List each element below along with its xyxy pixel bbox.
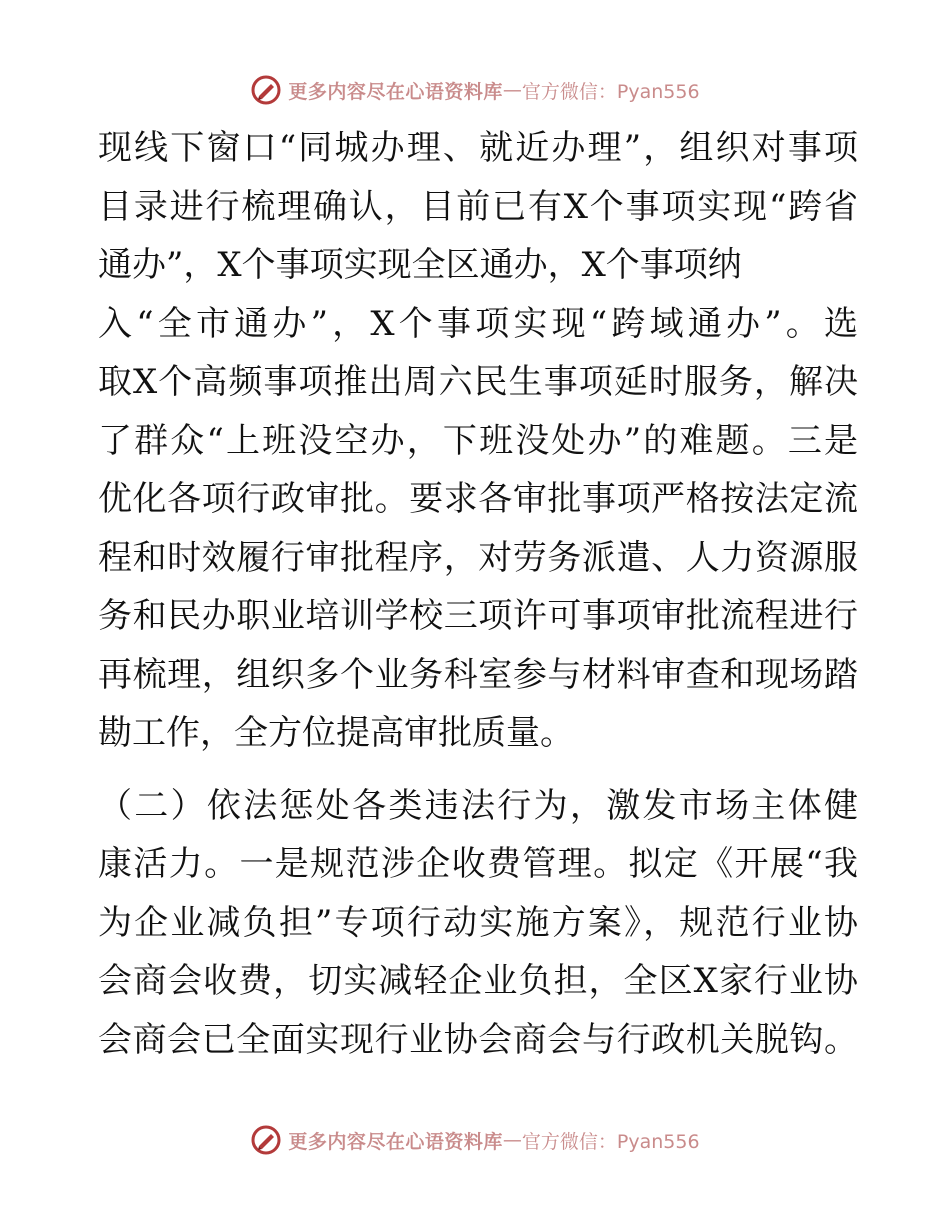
- pen-logo-icon: [250, 1124, 282, 1156]
- watermark-separator: —: [502, 1129, 522, 1151]
- document-body: [98, 126, 858, 1076]
- text-line: 会商会收费，切实减轻企业负担，全区X家行业协: [98, 961, 858, 1001]
- footer-watermark: [0, 1120, 950, 1160]
- paragraph-2: [98, 784, 858, 1062]
- watermark-separator: —: [502, 79, 522, 101]
- text-line: 为企业减负担”专项行动实施方案》，规范行业协: [98, 902, 858, 943]
- paragraph-gap: [98, 770, 858, 784]
- text-line: 优化各项行政审批。要求各审批事项严格按法定流: [98, 479, 858, 519]
- text-line: 勘工作，全方位提高审批质量。: [98, 713, 574, 753]
- text-line: （二）依法惩处各类违法行为，激发市场主体健: [98, 785, 858, 826]
- text-line: 入“全市通办”，X个事项实现“跨域通办”。选: [98, 303, 858, 344]
- watermark-account-text: 官方微信：Pyan556: [521, 80, 700, 103]
- text-line: 康活力。一是规范涉企收费管理。拟定《开展“我: [98, 844, 858, 884]
- text-line: 现线下窗口“同城办理、就近办理”，组织对事项: [98, 128, 858, 168]
- text-line: 务和民办职业培训学校三项许可事项审批流程进行: [98, 596, 858, 636]
- text-line: 会商会已全面实现行业协会商会与行政机关脱钩。: [98, 1019, 858, 1060]
- text-line: 通办”，X个事项实现全区通办，X个事项纳: [98, 245, 742, 285]
- text-line: 取X个高频事项推出周六民生事项延时服务，解决: [98, 362, 858, 402]
- paragraph-1: [98, 126, 858, 755]
- text-line: 了群众“上班没空办，下班没处办”的难题。三是: [98, 420, 858, 461]
- text-line: 目录进行梳理确认，目前已有X个事项实现“跨省: [98, 186, 858, 227]
- text-line: 程和时效履行审批程序，对劳务派遣、人力资源服: [98, 537, 858, 578]
- watermark-site-text: 更多内容尽在心语资料库: [288, 80, 503, 103]
- pen-logo-icon: [250, 74, 282, 106]
- watermark-account-text: 官方微信：Pyan556: [521, 1130, 700, 1153]
- text-line: 再梳理，组织多个业务科室参与材料审查和现场踏: [98, 654, 858, 695]
- watermark-site-text: 更多内容尽在心语资料库: [288, 1130, 503, 1153]
- header-watermark: [0, 70, 950, 110]
